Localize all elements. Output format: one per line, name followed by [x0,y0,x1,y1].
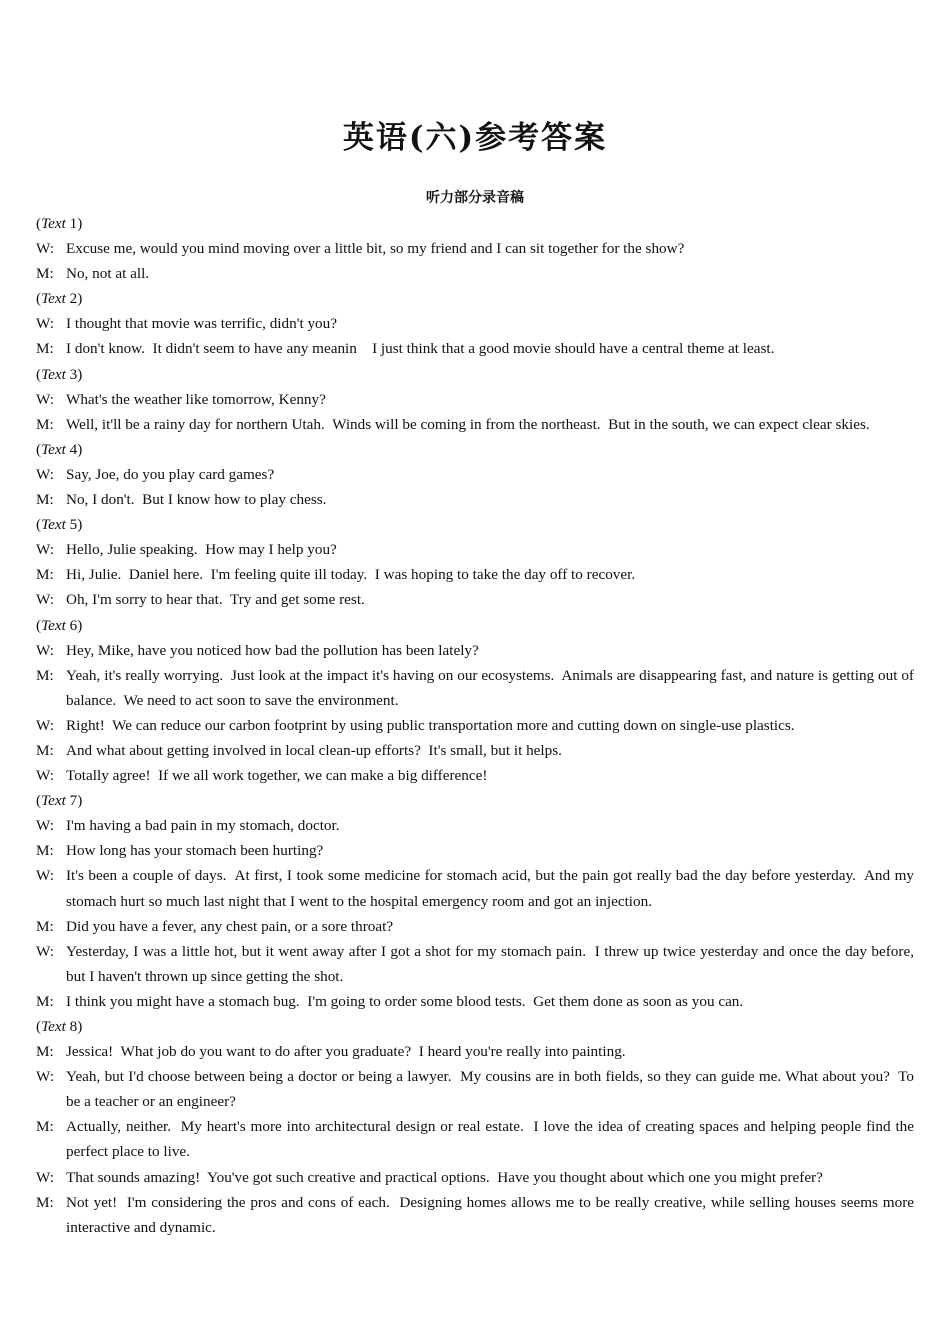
speaker-label: W: [36,1068,54,1086]
speaker-label: M: [36,265,54,283]
text-label-number: 5) [65,516,83,534]
speaker-label: M: [36,491,54,509]
text-label-word: Text [41,1018,66,1035]
dialogue-text: Yeah, but I'd choose between being a doctor or being a lawyer. My cousins are in both fields, so they can guide me. What about you? To be a teacher or an engineer? [66,1068,918,1111]
dialogue-text: I'm having a bad pain in my stomach, doctor. [66,817,340,835]
dialogue-text: Hi, Julie. Daniel here. I'm feeling quite ill today. I was hoping to take the day off to recover. [66,566,636,584]
text-label [36,512,914,537]
transcript-body [36,211,918,1240]
speaker-label: W: [36,541,54,559]
dialogue-line [36,261,914,286]
dialogue-text: Say, Joe, do you play card games? [66,465,275,483]
dialogue-text: I think you might have a stomach bug. I'm going to order some blood tests. Get them done as soon as you can. [66,992,744,1010]
dialogue-line [36,487,914,512]
dialogue-text: Yesterday, I was a little hot, but it went away after I got a shot for my stomach pain. I threw up twice yesterday and once the day before, but I haven't thrown up since getting the shot. [66,942,918,985]
text-label-open: ( [36,440,42,458]
dialogue-line [36,763,914,788]
text-label [36,211,914,236]
speaker-label: W: [36,817,54,835]
speaker-label: W: [36,716,54,734]
dialogue-text: That sounds amazing! You've got such creative and practical options. Have you thought about which one you might prefer? [66,1168,823,1186]
text-label-open: ( [36,616,42,634]
dialogue-line [36,412,914,437]
section-subtitle: 听力部分录音稿 [426,190,524,206]
dialogue-text: What's the weather like tomorrow, Kenny? [66,390,326,408]
page-title: 英语(六)参考答案 [342,120,608,156]
text-label-open: ( [36,290,42,308]
text-label-word: Text [41,516,66,534]
text-label-word: Text [41,290,66,308]
dialogue-line [36,939,918,989]
speaker-label: M: [36,1193,54,1211]
text-label-open: ( [36,1018,42,1035]
text-label-number: 7) [65,792,83,810]
text-label-word: Text [41,215,66,232]
dialogue-line [36,838,914,863]
dialogue-line [36,537,914,562]
dialogue-line [36,813,914,838]
text-label-word: Text [41,616,66,634]
dialogue-text: No, I don't. But I know how to play chess. [66,491,327,509]
speaker-label: M: [36,741,54,759]
text-label [36,788,914,813]
text-label [36,437,914,462]
speaker-label: M: [36,340,54,358]
dialogue-line [36,1114,918,1164]
text-label-word: Text [41,365,66,383]
speaker-label: M: [36,1118,54,1136]
dialogue-text: How long has your stomach been hurting? [66,842,324,860]
dialogue-line [36,1064,918,1114]
dialogue-text: I thought that movie was terrific, didn't you? [66,315,337,333]
text-label-word: Text [41,440,66,458]
dialogue-line [36,1165,914,1190]
dialogue-text: Did you have a fever, any chest pain, or a sore throat? [66,917,394,935]
dialogue-text: No, not at all. [66,265,150,283]
dialogue-line [36,562,914,587]
dialogue-line [36,236,914,261]
dialogue-line [36,914,914,939]
text-label [36,1014,914,1039]
text-label-open: ( [36,792,42,810]
speaker-label: W: [36,591,54,609]
dialogue-text: Oh, I'm sorry to hear that. Try and get some rest. [66,591,365,609]
text-label-number: 2) [65,290,83,308]
speaker-label: M: [36,1043,54,1061]
dialogue-line [36,663,918,713]
dialogue-line [36,336,914,361]
text-label-number: 8) [65,1018,83,1035]
speaker-label: W: [36,315,54,333]
speaker-label: W: [36,767,54,785]
text-label-number: 4) [65,440,83,458]
speaker-label: M: [36,842,54,860]
speaker-label: W: [36,867,54,885]
text-label-open: ( [36,516,42,534]
dialogue-line [36,387,914,412]
text-label [36,286,914,311]
dialogue-text: Right! We can reduce our carbon footprint by using public transportation more and cutting down on single-use plastics. [66,716,795,734]
dialogue-text: Hey, Mike, have you noticed how bad the pollution has been lately? [66,641,479,659]
dialogue-line [36,1190,918,1240]
dialogue-line [36,738,914,763]
dialogue-line [36,989,914,1014]
dialogue-line [36,713,914,738]
speaker-label: W: [36,641,54,659]
dialogue-text: Jessica! What job do you want to do after you graduate? I heard you're really into painting. [66,1043,626,1061]
text-label-open: ( [36,365,42,383]
dialogue-line [36,462,914,487]
dialogue-text: Well, it'll be a rainy day for northern Utah. Winds will be coming in from the northeast. But in the south, we can expect clear skies. [66,415,870,433]
speaker-label: M: [36,917,54,935]
dialogue-text: It's been a couple of days. At first, I took some medicine for stomach acid, but the pain got really bad the day before yesterday. And my stomach hurt so much last night that I went to the hospital emergency room and got an injection. [66,867,918,910]
text-label-number: 3) [65,365,83,383]
text-label-number: 6) [65,616,83,634]
speaker-label: W: [36,1168,54,1186]
dialogue-text: Hello, Julie speaking. How may I help you? [66,541,337,559]
text-label [36,613,914,638]
speaker-label: W: [36,942,54,960]
dialogue-line [36,311,914,336]
dialogue-text: Excuse me, would you mind moving over a little bit, so my friend and I can sit together for the show? [66,240,685,258]
dialogue-text: Yeah, it's really worrying. Just look at the impact it's having on our ecosystems. Animals are disappearing fast, and nature is getting out of balance. We need to act soon to save the environment. [66,666,918,709]
speaker-label: M: [36,566,54,584]
speaker-label: M: [36,666,54,684]
dialogue-line [36,587,914,612]
text-label [36,362,914,387]
text-label-word: Text [41,792,66,810]
speaker-label: M: [36,992,54,1010]
speaker-label: W: [36,465,54,483]
dialogue-line [36,1039,914,1064]
dialogue-line [36,638,914,663]
dialogue-text: And what about getting involved in local clean-up efforts? It's small, but it helps. [66,741,562,759]
speaker-label: W: [36,390,54,408]
text-label-number: 1) [65,215,83,232]
dialogue-text: I don't know. It didn't seem to have any meanin I just think that a good movie should have a central theme at least. [66,340,775,358]
speaker-label: W: [36,240,54,258]
dialogue-text: Actually, neither. My heart's more into architectural design or real estate. I love the idea of creating spaces and helping people find the perfect place to live. [66,1118,918,1161]
text-label-open: ( [36,215,42,232]
speaker-label: M: [36,415,54,433]
dialogue-text: Totally agree! If we all work together, we can make a big difference! [66,767,488,785]
dialogue-line [36,863,918,913]
dialogue-text: Not yet! I'm considering the pros and cons of each. Designing homes allows me to be really creative, while selling houses seems more interactive and dynamic. [66,1193,918,1236]
